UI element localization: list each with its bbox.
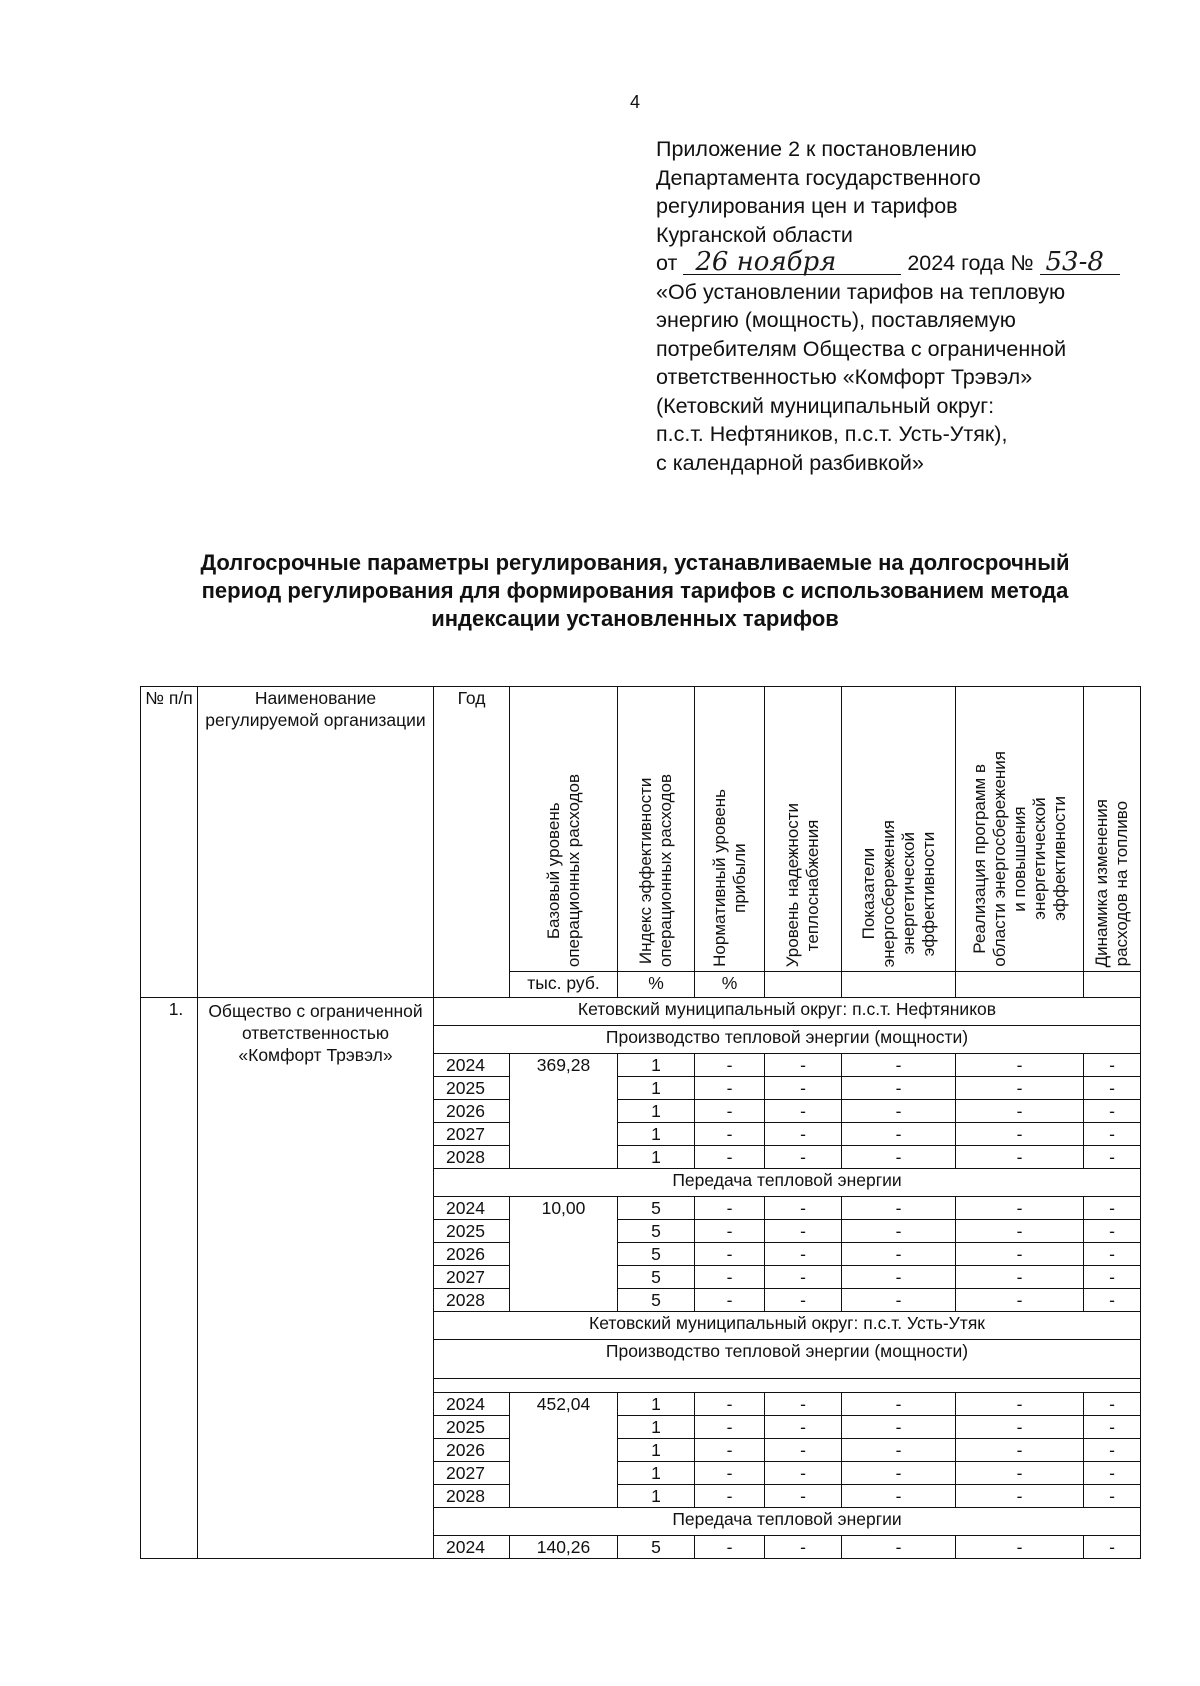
dash-cell: -: [956, 1289, 1084, 1312]
header-reliability-cell: [765, 687, 842, 972]
row-number: 1.: [141, 998, 198, 1559]
year-cell: 2025: [434, 1220, 510, 1243]
unit-index: %: [618, 972, 695, 998]
index-cell: 5: [618, 1197, 695, 1220]
year-cell: 2028: [434, 1146, 510, 1169]
dash-cell: -: [1084, 1416, 1141, 1439]
year-cell: 2024: [434, 1393, 510, 1416]
dash-cell: -: [956, 1439, 1084, 1462]
dash-cell: -: [695, 1077, 765, 1100]
year-cell: 2026: [434, 1439, 510, 1462]
dash-cell: -: [695, 1393, 765, 1416]
header-profit-cell: [695, 687, 765, 972]
title-line: индексации установленных тарифов: [431, 606, 839, 631]
dash-cell: -: [765, 1289, 842, 1312]
year-cell: 2025: [434, 1416, 510, 1439]
base-cost-cell: 10,00: [510, 1197, 618, 1312]
location-name: Кетовский муниципальный округ: п.с.т. Усть-Утяк: [434, 1312, 1141, 1340]
header-index: Индекс эффективности операционных расходов: [636, 773, 675, 967]
dash-cell: -: [956, 1146, 1084, 1169]
unit-empty: [956, 972, 1084, 998]
dash-cell: -: [956, 1243, 1084, 1266]
appendix-line: ответственностью «Комфорт Трэвэл»: [656, 365, 1033, 389]
year-cell: 2024: [434, 1536, 510, 1559]
dash-cell: -: [956, 1054, 1084, 1077]
dash-cell: -: [1084, 1146, 1141, 1169]
document-title: [140, 549, 1130, 633]
unit-empty: [1084, 972, 1141, 998]
dash-cell: -: [765, 1243, 842, 1266]
dash-cell: -: [956, 1416, 1084, 1439]
dash-cell: -: [765, 1100, 842, 1123]
dash-cell: -: [695, 1123, 765, 1146]
dash-cell: -: [956, 1077, 1084, 1100]
dash-cell: -: [765, 1485, 842, 1508]
appendix-line: с календарной разбивкой»: [656, 450, 924, 475]
organization-name: Общество с ограниченной ответственностью «Комфорт Трэвэл»: [198, 998, 434, 1559]
dash-cell: -: [1084, 1197, 1141, 1220]
index-cell: 1: [618, 1393, 695, 1416]
base-cost-cell: 140,26: [510, 1536, 618, 1559]
index-cell: 5: [618, 1243, 695, 1266]
header-year: Год: [434, 687, 510, 998]
handwritten-date: 26 ноября: [683, 250, 901, 275]
index-cell: 5: [618, 1220, 695, 1243]
dash-cell: -: [956, 1220, 1084, 1243]
index-cell: 1: [618, 1123, 695, 1146]
header-reliability: Уровень надежности теплоснабжения: [783, 802, 822, 967]
appendix-line: «Об установлении тарифов на тепловую: [656, 279, 1066, 304]
year-text: 2024 года №: [907, 251, 1034, 275]
dash-cell: -: [1084, 1485, 1141, 1508]
base-cost-cell: 452,04: [510, 1393, 618, 1508]
dash-cell: -: [956, 1462, 1084, 1485]
dash-cell: -: [1084, 1462, 1141, 1485]
index-cell: 5: [618, 1536, 695, 1559]
dash-cell: -: [765, 1054, 842, 1077]
dash-cell: -: [695, 1054, 765, 1077]
dash-cell: -: [956, 1266, 1084, 1289]
header-energy: Показатели энергосбережения энергетической эффективности: [858, 819, 938, 967]
dash-cell: -: [695, 1146, 765, 1169]
header-fuel: Динамика изменения расходов на топливо: [1092, 798, 1131, 967]
activity-name: Передача тепловой энергии: [434, 1169, 1141, 1197]
dash-cell: -: [695, 1289, 765, 1312]
dash-cell: -: [765, 1197, 842, 1220]
year-cell: 2027: [434, 1266, 510, 1289]
dash-cell: -: [765, 1266, 842, 1289]
dash-cell: -: [765, 1416, 842, 1439]
header-energy-cell: [842, 687, 956, 972]
dash-cell: -: [956, 1485, 1084, 1508]
dash-cell: -: [1084, 1393, 1141, 1416]
dash-cell: -: [695, 1536, 765, 1559]
title-line: Долгосрочные параметры регулирования, устанавливаемые на долгосрочный: [200, 550, 1070, 575]
dash-cell: -: [765, 1439, 842, 1462]
index-cell: 1: [618, 1054, 695, 1077]
dash-cell: -: [842, 1393, 956, 1416]
dash-cell: -: [1084, 1054, 1141, 1077]
dash-cell: -: [1084, 1123, 1141, 1146]
year-cell: 2026: [434, 1243, 510, 1266]
index-cell: 1: [618, 1462, 695, 1485]
activity-name: Производство тепловой энергии (мощности): [434, 1026, 1141, 1054]
dash-cell: -: [1084, 1536, 1141, 1559]
header-org: Наименование регулируемой организации: [198, 687, 434, 998]
header-fuel-cell: [1084, 687, 1141, 972]
header-programs: Реализация программ в области энергосбережения и повышения энергетической эффективности: [969, 751, 1069, 967]
dash-cell: -: [1084, 1077, 1141, 1100]
dash-cell: -: [842, 1197, 956, 1220]
location-name: Кетовский муниципальный округ: п.с.т. Нефтяников: [434, 998, 1141, 1026]
index-cell: 1: [618, 1077, 695, 1100]
dash-cell: -: [956, 1536, 1084, 1559]
page-number: 4: [629, 92, 640, 112]
index-cell: 5: [618, 1266, 695, 1289]
index-cell: 1: [618, 1439, 695, 1462]
index-cell: 1: [618, 1416, 695, 1439]
unit-empty: [842, 972, 956, 998]
dash-cell: -: [765, 1220, 842, 1243]
year-cell: 2027: [434, 1462, 510, 1485]
dash-cell: -: [842, 1416, 956, 1439]
dash-cell: -: [842, 1220, 956, 1243]
header-profit: Нормативный уровень прибыли: [709, 789, 749, 967]
year-cell: 2024: [434, 1054, 510, 1077]
dash-cell: -: [956, 1197, 1084, 1220]
header-index-cell: [618, 687, 695, 972]
dash-cell: -: [842, 1439, 956, 1462]
dash-cell: -: [695, 1100, 765, 1123]
dash-cell: -: [842, 1100, 956, 1123]
dash-cell: -: [842, 1146, 956, 1169]
dash-cell: -: [1084, 1266, 1141, 1289]
appendix-line: Курганской области: [656, 222, 853, 247]
dash-cell: -: [765, 1146, 842, 1169]
dash-cell: -: [842, 1289, 956, 1312]
year-cell: 2026: [434, 1100, 510, 1123]
dash-cell: -: [956, 1393, 1084, 1416]
dash-cell: -: [956, 1100, 1084, 1123]
dash-cell: -: [842, 1536, 956, 1559]
unit-profit: %: [695, 972, 765, 998]
appendix-line: энергию (мощность), поставляемую: [656, 308, 1016, 332]
dash-cell: -: [1084, 1100, 1141, 1123]
dash-cell: -: [1084, 1439, 1141, 1462]
header-base: Базовый уровень операционных расходов: [543, 773, 583, 967]
base-cost-cell: 369,28: [510, 1054, 618, 1169]
year-cell: 2028: [434, 1289, 510, 1312]
dash-cell: -: [842, 1077, 956, 1100]
appendix-line: (Кетовский муниципальный округ:: [656, 393, 995, 418]
year-cell: 2025: [434, 1077, 510, 1100]
appendix-line: Приложение 2 к постановлению: [656, 137, 977, 161]
dash-cell: -: [695, 1243, 765, 1266]
parameters-table: [140, 686, 1141, 1559]
year-cell: 2028: [434, 1485, 510, 1508]
unit-empty: [765, 972, 842, 998]
handwritten-number: 53-8: [1040, 250, 1120, 275]
activity-name: Передача тепловой энергии: [434, 1508, 1141, 1536]
dash-cell: -: [695, 1485, 765, 1508]
year-cell: 2024: [434, 1197, 510, 1220]
header-num: № п/п: [141, 687, 198, 998]
dash-cell: -: [765, 1077, 842, 1100]
index-cell: 1: [618, 1146, 695, 1169]
dash-cell: -: [956, 1123, 1084, 1146]
dash-cell: -: [765, 1462, 842, 1485]
dash-cell: -: [695, 1197, 765, 1220]
dash-cell: -: [695, 1462, 765, 1485]
index-cell: 1: [618, 1485, 695, 1508]
dash-cell: -: [765, 1536, 842, 1559]
dash-cell: -: [1084, 1220, 1141, 1243]
activity-name: Производство тепловой энергии (мощности): [434, 1340, 1141, 1379]
from-label: от: [656, 251, 678, 275]
dash-cell: -: [695, 1439, 765, 1462]
dash-cell: -: [842, 1243, 956, 1266]
unit-base: тыс. руб.: [510, 972, 618, 998]
dash-cell: -: [1084, 1289, 1141, 1312]
index-cell: 5: [618, 1289, 695, 1312]
dash-cell: -: [765, 1393, 842, 1416]
appendix-date-line: [656, 249, 1156, 278]
dash-cell: -: [842, 1485, 956, 1508]
dash-cell: -: [842, 1123, 956, 1146]
spacer-cell: [434, 1379, 1141, 1393]
dash-cell: -: [1084, 1243, 1141, 1266]
header-programs-cell: [956, 687, 1084, 972]
appendix-line: потребителям Общества с ограниченной: [656, 336, 1067, 361]
dash-cell: -: [842, 1054, 956, 1077]
dash-cell: -: [842, 1462, 956, 1485]
dash-cell: -: [695, 1220, 765, 1243]
title-line: период регулирования для формирования тарифов с использованием метода: [201, 578, 1069, 603]
index-cell: 1: [618, 1100, 695, 1123]
dash-cell: -: [842, 1266, 956, 1289]
header-row: [141, 687, 1141, 972]
header-base-cell: [510, 687, 618, 972]
dash-cell: -: [695, 1266, 765, 1289]
dash-cell: -: [765, 1123, 842, 1146]
appendix-line: п.с.т. Нефтяников, п.с.т. Усть-Утяк),: [656, 422, 1008, 446]
location-row: [141, 998, 1141, 1026]
dash-cell: -: [695, 1416, 765, 1439]
appendix-block: [656, 135, 1156, 477]
year-cell: 2027: [434, 1123, 510, 1146]
appendix-line: Департамента государственного: [656, 165, 981, 190]
appendix-line: регулирования цен и тарифов: [656, 194, 958, 218]
